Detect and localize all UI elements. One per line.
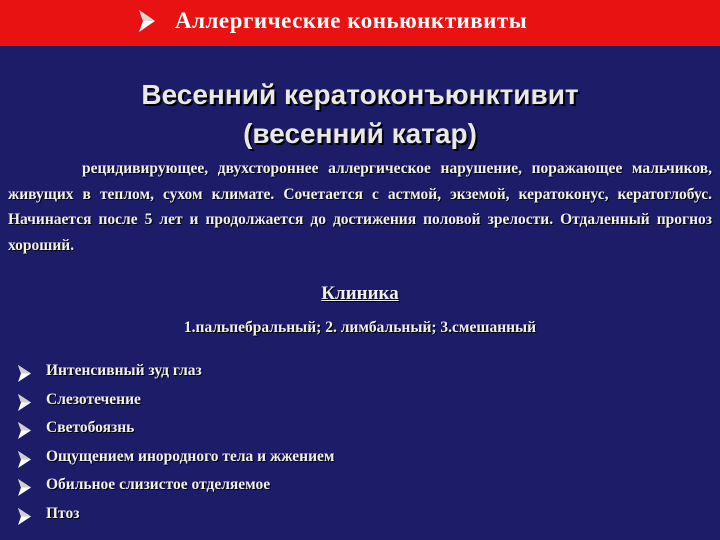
symptom-label: Слезотечение: [46, 390, 141, 408]
arrow-bullet-icon: [139, 10, 155, 32]
symptom-label: Птоз: [46, 504, 80, 522]
symptom-label: Обильное слизистое отделяемое: [46, 476, 271, 494]
arrow-bullet-icon: [18, 365, 31, 382]
clinic-heading: Клиника: [321, 283, 399, 304]
symptom-label: Светобоязнь: [46, 419, 135, 437]
arrow-bullet-icon: [18, 422, 31, 439]
arrow-bullet-icon: [18, 451, 31, 468]
clinic-forms: 1.пальпебральный; 2. лимбальный; 3.смешанный: [183, 319, 537, 336]
page-title-line2: (весенний катар): [243, 118, 477, 149]
page-title-line1: Весенний кератоконъюнктивит: [141, 79, 579, 110]
arrow-bullet-icon: [18, 394, 31, 411]
arrow-bullet-icon: [18, 508, 31, 525]
symptom-label: Интенсивный зуд глаз: [46, 362, 202, 379]
header-bar: [0, 0, 720, 46]
description-paragraph: рецидивирующее, двухстороннее аллергическое нарушение, поражающее мальчиков, живущих в теплом, сухом климате. Сочетается с астмой, экземой, кератоконус, кератоглобус. Начинается после 5 лет и продолжается до достижения половой зрелости. Отдаленный прогноз хороший.: [8, 160, 712, 254]
symptom-label: Ощущением инородного тела и жжением: [46, 447, 335, 465]
arrow-bullet-icon: [18, 479, 31, 496]
header-title: Аллергические коньюнктивиты: [175, 8, 528, 33]
